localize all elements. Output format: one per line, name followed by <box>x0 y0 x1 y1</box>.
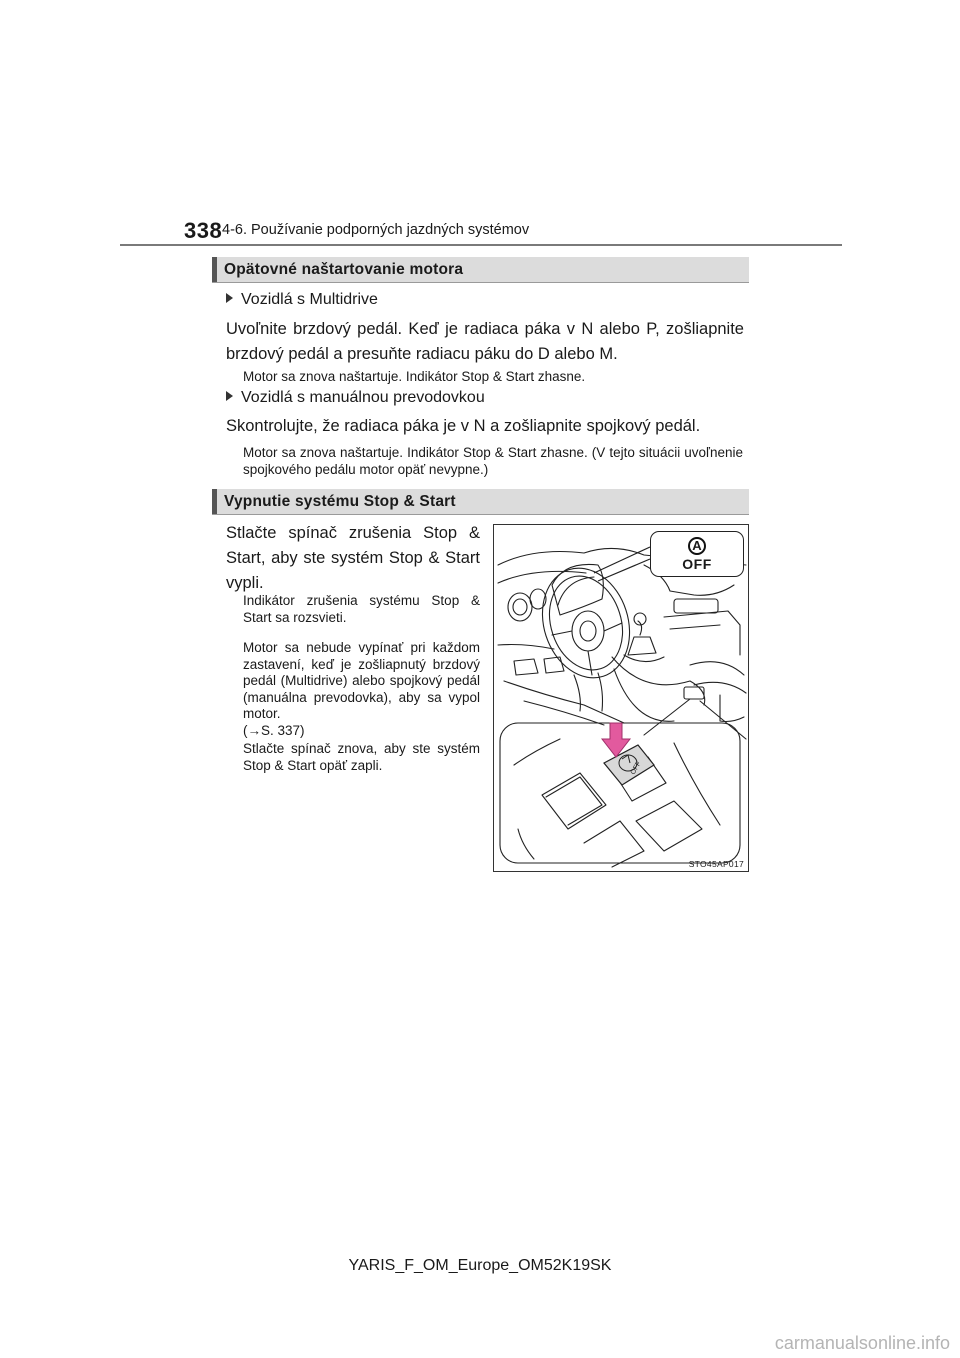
heading-bar <box>212 257 217 282</box>
figure-stop-start-switch <box>493 524 749 872</box>
disable-note-1: Indikátor zrušenia systému Stop & Start sa rozsvieti. <box>243 593 480 625</box>
page-number: 338 <box>184 218 223 243</box>
bullet-label: Vozidlá s Multidrive <box>241 291 378 308</box>
footer-doc-id: YARIS_F_OM_Europe_OM52K19SK <box>348 1257 612 1274</box>
indicator-off-label: OFF <box>682 556 712 572</box>
manual-note: Motor sa znova naštartuje. Indikátor Stop & Start zhasne. (V tejto situácii uvoľnenie spojkového pedálu motor opäť nevypne.) <box>243 445 743 477</box>
manual-instruction: Skontrolujte, že radiaca páka je v N a zošliapnite spojkový pedál. <box>226 417 701 435</box>
figure-code: STO45AP017 <box>688 859 744 869</box>
disable-note-2 <box>243 640 480 739</box>
heading-text: Opätovné naštartovanie motora <box>224 261 464 278</box>
watermark: carmanualsonline.info <box>774 1333 950 1353</box>
section-heading-restart <box>212 257 749 283</box>
bullet-label: Vozidlá s manuálnou prevodovkou <box>241 389 485 406</box>
dashboard-illustration <box>494 525 749 872</box>
page-reference-link[interactable]: (→S. 337) <box>243 722 305 738</box>
triangle-bullet-icon <box>226 293 233 303</box>
disable-instruction: Stlačte spínač zrušenia Stop & Start, aby ste systém Stop & Start vypli. <box>226 524 480 592</box>
header-rule <box>120 244 842 246</box>
multidrive-note: Motor sa znova naštartuje. Indikátor Stop & Start zhasne. <box>243 369 586 384</box>
disable-note-3: Stlačte spínač znova, aby ste systém Stop & Start opäť zapli. <box>243 741 480 773</box>
multidrive-instruction: Uvoľnite brzdový pedál. Keď je radiaca páka v N alebo P, zošliapnite brzdový pedál a presuňte radiacu páku do D alebo M. <box>226 320 744 363</box>
heading-text: Vypnutie systému Stop & Start <box>224 493 456 510</box>
chapter-title: 4-6. Používanie podporných jazdných systémov <box>222 222 530 238</box>
bullet-multidrive <box>226 291 378 309</box>
bullet-manual <box>226 389 485 407</box>
section-heading-disable <box>212 489 749 515</box>
heading-bar <box>212 489 217 514</box>
stop-start-a-icon: A <box>688 537 706 555</box>
switch-off-label: OFF <box>629 760 643 776</box>
indicator-callout <box>650 531 744 577</box>
triangle-bullet-icon <box>226 391 233 401</box>
note-text: Motor sa nebude vypínať pri každom zastavení, keď je zošliapnutý brzdový pedál (Multidrive) alebo spojkový pedál (manuálna prevodovka), aby sa vypol motor. <box>243 640 480 721</box>
